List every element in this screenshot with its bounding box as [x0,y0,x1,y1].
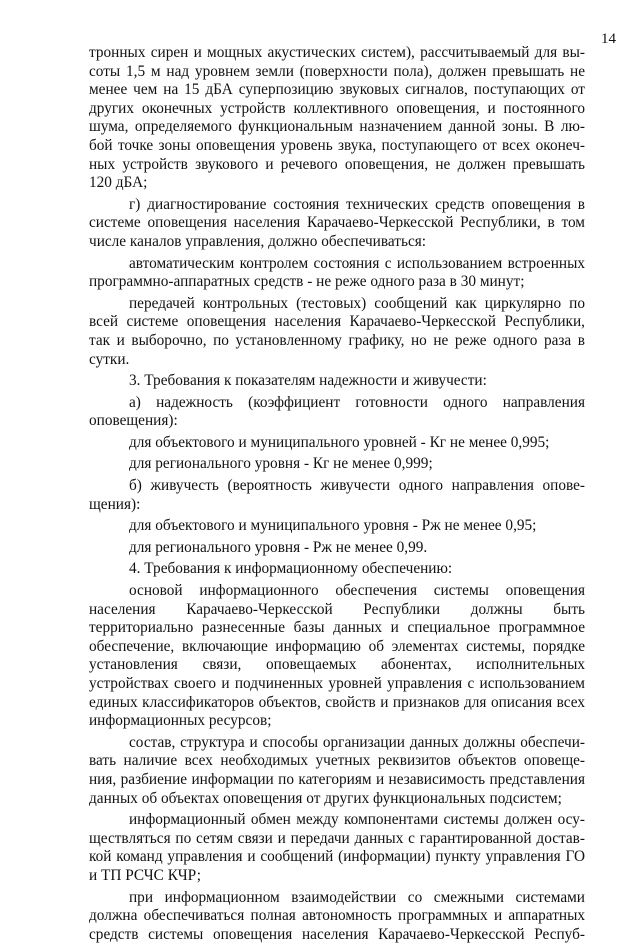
text-line: всей системе оповещения населения Карачаево-Черкесской Республики, [89,313,585,331]
paragraph [89,255,585,292]
paragraph [89,582,585,731]
text-line: системе оповещения населения Карачаево-Черкесской Республики, в том [89,214,585,232]
text-line: соты 1,5 м над уровнем земли (поверхности пола), должен превышать не [89,62,585,80]
page-number: 14 [601,31,616,47]
text-line: тронных сирен и мощных акустических систем), рассчитываемый для вы- [89,44,585,61]
text-line: оповещения): [89,412,178,430]
paragraph [89,372,585,391]
text-line: информационных ресурсов; [89,712,272,730]
text-line: бой точке зоны оповещения уровень звука, поступающего от всех оконеч- [89,136,585,154]
text-line: средств системы оповещения населения Карачаево-Черкесской Респуб- [89,925,585,943]
text-line: единых классификаторов объектов, свойств и признаков для описания всех [89,693,585,711]
paragraph [89,811,585,885]
text-line: автоматическим контролем состояния с использованием встроенных [129,254,585,272]
text-line: при информационном взаимодействии со смежными системами [129,888,585,906]
text-line: 120 дБА; [89,174,148,192]
text-line: б) живучесть (вероятность живучести одного направления опове- [129,477,585,495]
text-line: щения): [89,495,141,513]
document-body [89,44,585,944]
text-line: состав, структура и способы организации данных должны обеспечи- [129,733,585,751]
text-line: ществляться по сетям связи и передачи данных с гарантированной достав- [89,829,585,847]
paragraph [89,734,585,808]
text-line: для регионального уровня - Кг не менее 0,999; [129,455,433,473]
paragraph [89,539,585,558]
paragraph [89,394,585,431]
paragraph [89,477,585,514]
text-line: должна обеспечиваться полная автономность программных и аппаратных [89,907,585,925]
text-line: а) надежность (коэффициент готовности одного направления [129,393,585,411]
text-line: населения Карачаево-Черкесской Республики должны быть [89,600,585,618]
paragraph [89,560,585,579]
paragraph [89,196,585,252]
text-line: территориально разнесенные базы данных и специальное программное [89,619,585,637]
text-line: программно-аппаратных средств - не реже одного раза в 30 минут; [89,273,525,291]
text-line: ния, разбиение информации по категориям и независимость представления [89,770,585,788]
text-line: кой команд управления и сообщений (информации) пункту управления ГО [89,848,585,866]
paragraph [89,517,585,536]
paragraph [89,455,585,474]
text-line: информационный обмен между компонентами системы должен осу- [129,811,585,829]
text-line: для объектового и муниципального уровня - Рж не менее 0,95; [129,517,537,535]
text-line: шума, определяемого функциональным назначением данной зоны. В лю- [89,118,585,136]
text-line: для регионального уровня - Рж не менее 0,99. [129,538,428,556]
text-line: числе каналов управления, должно обеспечиваться: [89,232,427,250]
text-line: менее чем на 15 дБА суперпозицию звуковых сигналов, поступающих от [89,81,585,99]
text-line: и ТП РСЧС КЧР; [89,866,201,884]
text-line: устройствах своего и подчиненных уровней управления с использованием [89,675,585,692]
text-line: сутки. [89,350,130,368]
paragraph [89,889,585,944]
paragraph [89,44,585,193]
paragraph [89,434,585,453]
text-line: ных устройств звукового и речевого оповещения, не должен превышать [89,155,585,173]
text-line: так и выборочно, по установленному графику, но не реже одного раза в [89,331,585,349]
text-line: других оконечных устройств коллективного оповещения, и постоянного [89,99,585,117]
text-line: 4. Требования к информационному обеспечению: [129,560,453,578]
paragraph [89,295,585,369]
text-line: данных об объектах оповещения от других функциональных подсистем; [89,789,562,807]
text-line: установления связи, оповещаемых абонентах, исполнительных [89,656,585,674]
text-line: основой информационного обеспечения системы оповещения [129,582,585,600]
text-line: для объектового и муниципального уровней - Кг не менее 0,995; [129,433,550,451]
text-line: обеспечение, включающие информацию об элементах системы, порядке [89,637,585,655]
text-line: 3. Требования к показателям надежности и живучести: [129,372,487,390]
text-line: передачей контрольных (тестовых) сообщений как циркулярно по [129,294,585,312]
text-line: г) диагностирование состояния технических средств оповещения в [129,195,585,213]
text-line: вать наличие всех необходимых учетных реквизитов объектов оповеще- [89,752,585,770]
